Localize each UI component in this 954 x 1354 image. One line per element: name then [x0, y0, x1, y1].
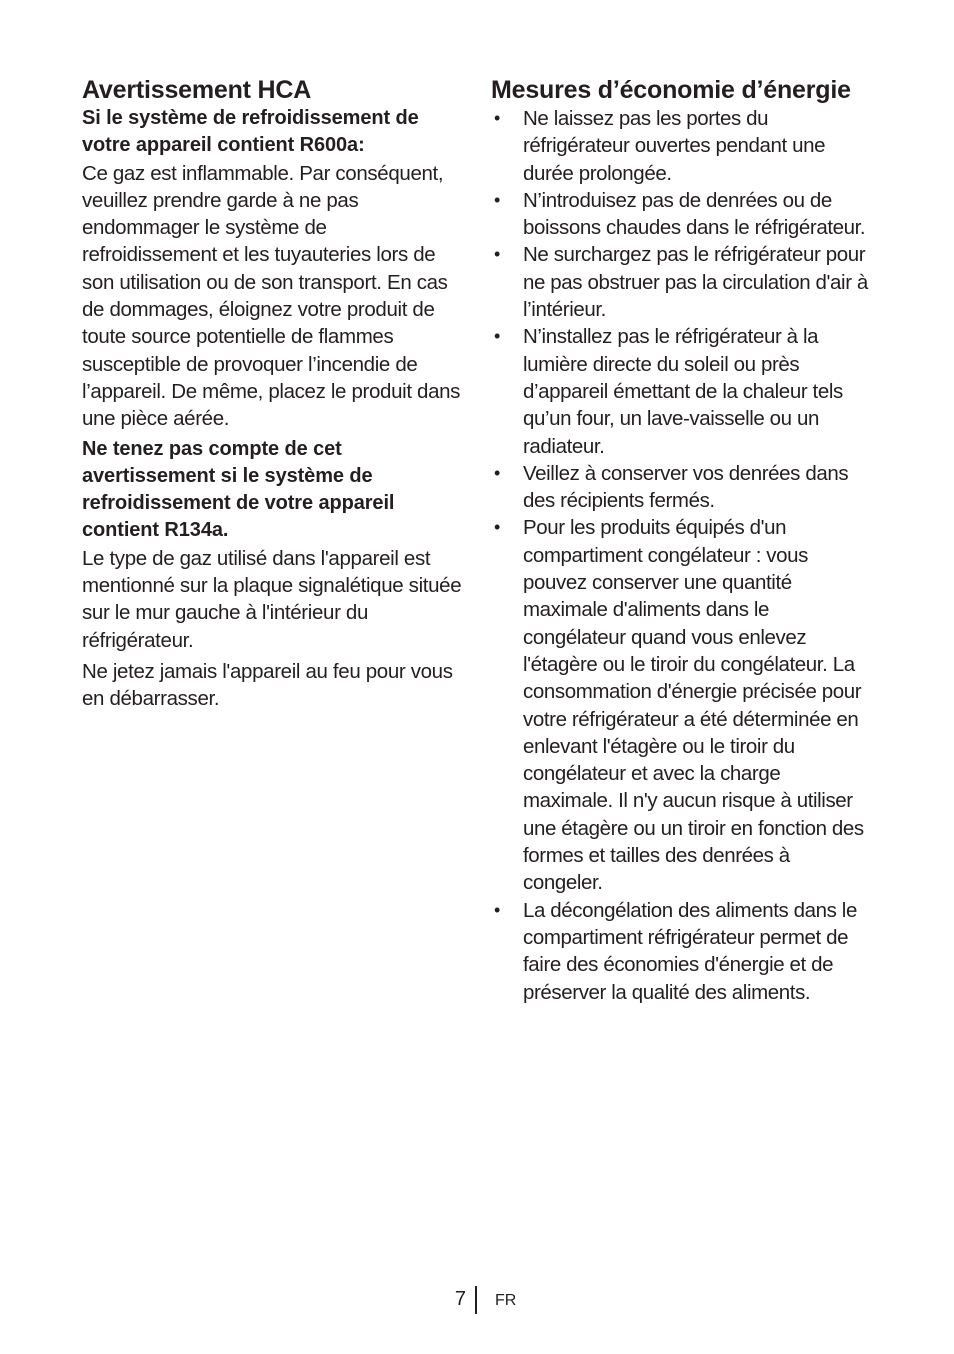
bullet-icon: •	[494, 108, 500, 128]
language-code: FR	[495, 1292, 517, 1309]
list-item: • N’installez pas le réfrigérateur à la lumière directe du soleil ou près d’appareil émettant de la chaleur tels qu’un four, un lave-vaisselle ou un radiateur.	[491, 323, 871, 459]
r600a-condition: Si le système de refroidissement de votre appareil contient R600a:	[82, 107, 419, 157]
left-column	[82, 76, 466, 713]
section-heading-hca-warning: Avertissement HCA	[82, 76, 312, 104]
list-item: • Ne laissez pas les portes du réfrigérateur ouvertes pendant une durée prolongée.	[491, 105, 871, 187]
flammable-gas-paragraph: Ce gaz est inflammable. Par conséquent, veuillez prendre garde à ne pas endommager le système de refroidissement et les tuyauteries lors de son utilisation ou de son transport. En cas de dommages, éloignez votre produit de toute source potentielle de flammes susceptible de provoquer l’incendie de l’appareil. De même, placez le produit dans une pièce aérée.	[82, 161, 461, 431]
page-footer	[0, 1286, 954, 1314]
list-item: • Ne surchargez pas le réfrigérateur pour ne pas obstruer pas la circulation d'air à l’intérieur.	[491, 241, 871, 323]
list-item: • N’introduisez pas de denrées ou de boissons chaudes dans le réfrigérateur.	[491, 187, 871, 242]
disposal-paragraph: Ne jetez jamais l'appareil au feu pour vous en débarrasser.	[82, 659, 453, 711]
footer-divider	[475, 1286, 477, 1314]
list-item: • Veillez à conserver vos denrées dans des récipients fermés.	[491, 460, 871, 515]
energy-tips-list	[491, 105, 871, 1006]
list-item: • Pour les produits équipés d'un compartiment congélateur : vous pouvez conserver une quantité maximale d'aliments dans le congélateur quand vous enlevez l'étagère ou le tiroir du congélateur. La consommation d'énergie précisée pour votre réfrigérateur a été déterminée en enlevant l'étagère ou le tiroir du congélateur et avec la charge maximale. Il n'y aucun risque à utiliser une étagère ou un tiroir en fonction des formes et tailles des denrées à congeler.	[491, 514, 871, 896]
bullet-icon: •	[494, 189, 500, 210]
gas-type-paragraph: Le type de gaz utilisé dans l'appareil est mentionné sur la plaque signalétique située sur le mur gauche à l'intérieur du réfrigérateur.	[82, 546, 462, 652]
bullet-icon: •	[494, 517, 500, 538]
bullet-icon: •	[494, 326, 500, 347]
bullet-icon: •	[494, 899, 500, 920]
r134a-condition: Ne tenez pas compte de cet avertissement si le système de refroidissement de votre appareil contient R134a.	[82, 437, 395, 542]
section-heading-energy-saving: Mesures d’économie d’énergie	[491, 76, 851, 104]
list-item: • La décongélation des aliments dans le compartiment réfrigérateur permet de faire des économies d'énergie et de préserver la qualité des aliments.	[491, 897, 871, 1006]
bullet-icon: •	[494, 462, 500, 483]
page-number: 7	[454, 1288, 466, 1310]
bullet-icon: •	[494, 244, 500, 265]
right-column	[491, 76, 871, 1006]
